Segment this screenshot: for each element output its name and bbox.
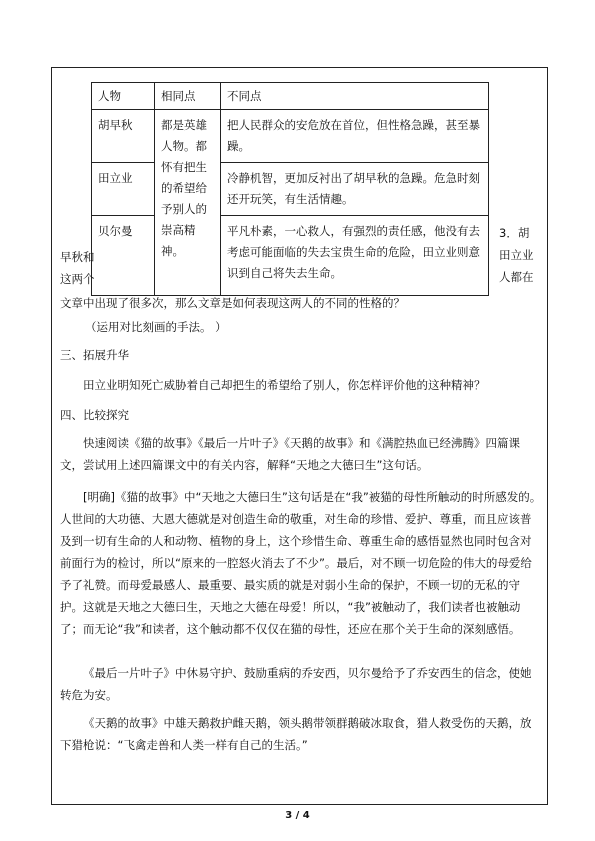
page-number: 3 / 4 [285, 810, 310, 821]
question3-answer: （运用对比刻画的手法。 ） [85, 320, 227, 334]
answer-swan-story: 《天鹅的故事》中雄天鹅救护雌天鹅，领头鹅带领群鹅破冰取食，猎人救受伤的天鹅，放下猎枪说：“飞禽走兽和人类一样有自己的生活。” [60, 716, 532, 752]
side-text-left [60, 246, 95, 290]
answer-cat-story: [明确]《猫的故事》中“天地之大德曰生”这句话是在“我”被猫的母性所触动的时所感发的。人世间的大功德、大恩大德就是对创造生命的敬重，对生命的珍惜、爱护、尊重，而且应该普及到一切有生命的人和动物、植物的身上，这个珍惜生命、尊重生命的感悟显然也同时包含对前面行为的检讨，所以“原来的一腔怒火消去了不少”。最后，对不顾一切危险的伟大的母爱给予了礼赞。而母爱最感人、最重要、最实质的就是对弱小生命的保护，不顾一切的无私的守护。这就是天地之大德曰生，天地之大德在母爱！所以，“我”被触动了，我们读者也被触动了；而无论“我”和读者，这个触动都不仅仅在猫的母性，还应在那个关于生命的深刻感悟。 [60, 490, 542, 636]
shared-part2: 都怀有把生的希望给予别人的崇高精神。 [161, 139, 207, 258]
header-difference: 不同点 [221, 83, 489, 110]
section4-title: 四、比较探究 [60, 408, 129, 422]
side-text-right [499, 222, 534, 288]
row-diff: 冷静机智，更加反衬出了胡早秋的急躁。危急时刻还开玩笑，有生活情趣。 [221, 163, 489, 216]
shared-part1: 都是英雄人物。 [161, 118, 207, 153]
section3-question: 田立业明知死亡威胁着自己却把生的希望给了别人，你怎样评价他的这种精神？ [83, 378, 486, 392]
side-left-line: 这两个 [60, 272, 95, 286]
side-right-line: 人都在 [499, 270, 534, 284]
table-header-row [92, 83, 489, 110]
comparison-table-container [91, 82, 488, 287]
shared-similarity-cell [155, 110, 221, 296]
side-left-line: 早秋和 [60, 250, 95, 264]
row-diff: 平凡朴素，一心救人，有强烈的责任感，他没有去考虑可能面临的失去宝贵生命的危险，田立业则意识到自己将失去生命。 [221, 216, 489, 296]
section3-title: 三、拓展升华 [60, 348, 129, 362]
row-name: 胡早秋 [92, 110, 155, 163]
answer-last-leaf: 《最后一片叶子》中休易守护、鼓励重病的乔安西，贝尔曼给予了乔安西生的信念，使她转危为安。 [60, 666, 532, 702]
question3-continuation: 文章中出现了很多次，那么文章是如何表现这两人的不同的性格的？ [60, 296, 405, 310]
table-row [92, 110, 489, 163]
header-similarity: 相同点 [155, 83, 221, 110]
row-name: 贝尔曼 [92, 216, 155, 296]
table-row [92, 163, 489, 216]
row-name: 田立业 [92, 163, 155, 216]
section4-question: 快速阅读《猫的故事》《最后一片叶子》《天鹅的故事》和《满腔热血已经沸腾》四篇课文，尝试用上述四篇课文中的有关内容，解释“天地之大德曰生”这句话。 [60, 436, 520, 472]
header-person: 人物 [92, 83, 155, 110]
side-right-line: 田立业 [499, 248, 534, 262]
comparison-table [91, 82, 489, 296]
table-row [92, 216, 489, 296]
side-right-line: 3．胡 [499, 226, 530, 240]
row-diff: 把人民群众的安危放在首位，但性格急躁，甚至暴躁。 [221, 110, 489, 163]
